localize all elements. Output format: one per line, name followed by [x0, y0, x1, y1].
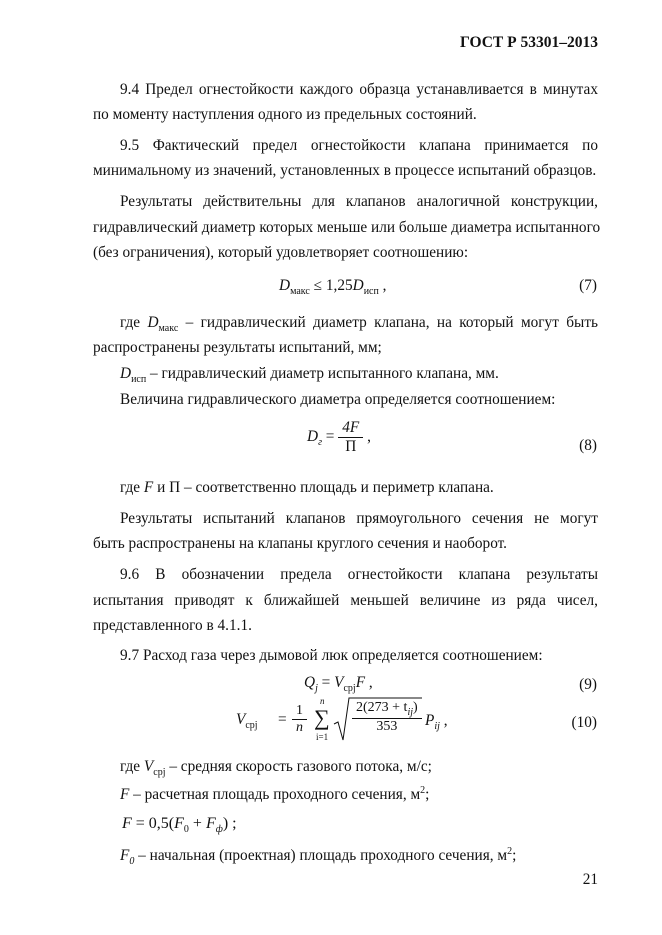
eq10-equals: =	[278, 711, 287, 728]
para-results-line1: Результаты действительны для клапанов аналогичной конструкции,	[120, 193, 598, 210]
para-9-4-line2: по моменту наступления одного из предельных состояний.	[93, 106, 477, 123]
sum-icon: ∑	[314, 705, 330, 730]
para-9-6-line1: 9.6 В обозначении предела огнестойкости клапана результаты	[120, 566, 598, 583]
eq10-radicand: $2(273 + t_{ij})$ 353	[352, 700, 422, 735]
para-9-5-line2: минимальному из значений, установленных в процессе испытаний образцов.	[93, 162, 597, 179]
eq10-sum-bottom: i=1	[316, 732, 329, 742]
para-f0: $F_0$ – начальная (проектная) площадь проходного сечения, $м^2$;	[120, 846, 517, 868]
para-9-6-line2: испытания приводят к ближайшей меньшей величине из ряда чисел,	[93, 592, 598, 609]
equation-f: $F = 0,5(F_0 + F_ф)$ ;	[122, 815, 237, 836]
para-9-4-line1: 9.4 Предел огнестойкости каждого образца устанавливается в минутах	[120, 81, 598, 98]
para-results-line2: гидравлический диаметр которых меньше или больше диаметра испытанного	[93, 219, 601, 236]
eq10-lhs: $V_{срj}$	[236, 711, 258, 732]
equation-10	[236, 698, 456, 744]
eq10-sum-top: n	[320, 696, 325, 706]
para-9-7: 9.7 Расход газа через дымовой люк определяется соотношением:	[120, 647, 543, 664]
equation-8: $D_г$ = $\frac{4F}{П}$ ,	[307, 419, 371, 455]
para-9-6-line3: представленного в 4.1.1.	[93, 617, 252, 634]
para-rect-line1: Результаты испытаний клапанов прямоугольного сечения не могут	[120, 510, 598, 527]
equation-8-number: (8)	[579, 437, 597, 454]
fraction-4F-over-P: $\frac{4F}{П}$	[338, 419, 363, 456]
equation-7-number: (7)	[579, 277, 597, 294]
equation-7: $D_{макс} \le 1,25D_{исп}$ ,	[279, 277, 387, 298]
para-results-line3: (без ограничения), который удовлетворяет соотношению:	[93, 244, 469, 261]
para-9-5-line1: 9.5 Фактический предел огнестойкости клапана принимается по	[120, 137, 598, 154]
para-vcp: где $V_{срj}$ – средняя скорость газового потока, м/с;	[120, 758, 432, 779]
para-disp: $D_{исп}$ – гидравлический диаметр испытанного клапана, мм.	[120, 365, 499, 386]
para-hydraulic: Величина гидравлического диаметра определяется соотношением:	[120, 391, 556, 408]
para-f-and-p: где F и П – соответственно площадь и периметр клапана.	[120, 479, 494, 496]
para-dmax-line2: распространены результаты испытаний, мм;	[93, 339, 382, 356]
eq10-p: $P_{ij}$ ,	[425, 712, 448, 733]
page-number: 21	[582, 871, 598, 888]
equation-10-number: (10)	[571, 714, 597, 731]
para-rect-line2: быть распространены на клапаны круглого сечения и наоборот.	[93, 535, 508, 552]
eq10-one-over-n: $\frac{1}{n}$	[292, 703, 307, 736]
equation-9-number: (9)	[579, 676, 597, 693]
para-f-area: F – расчетная площадь проходного сечения, $м^2$;	[120, 785, 430, 804]
equation-9: $Q_j = V_{срj}F$ ,	[304, 674, 373, 695]
para-dmax-line1: где $D_{макс}$ – гидравлический диаметр клапана, на который могут быть	[120, 314, 598, 335]
document-code: ГОСТ Р 53301–2013	[460, 34, 598, 51]
